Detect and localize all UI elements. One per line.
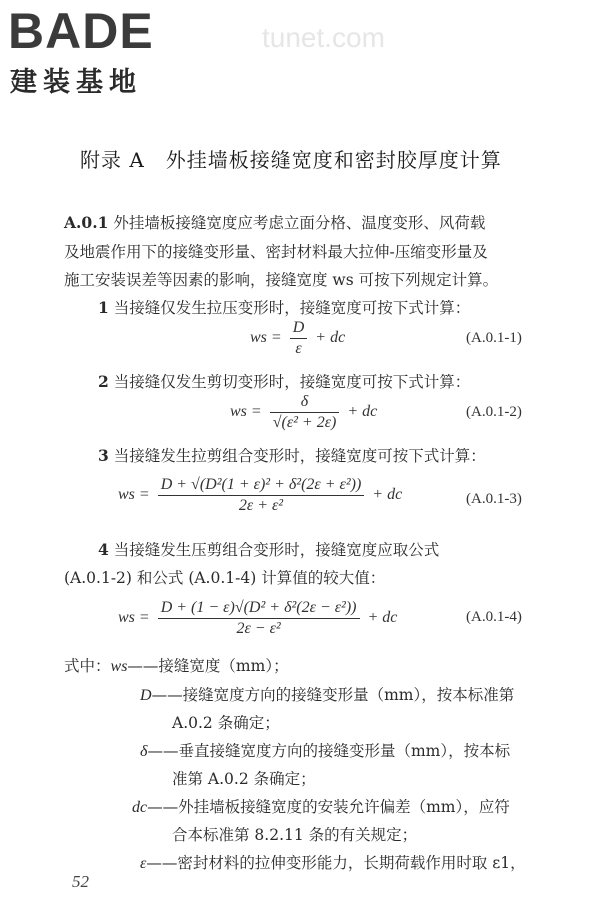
- def-ws: 式中：ws——接缝宽度（mm）；: [64, 657, 289, 675]
- brand-subtitle: 建装基地: [10, 67, 142, 98]
- def-epsilon: ε——密封材料的拉伸变形能力，长期荷载作用时取 ε1，: [140, 854, 526, 872]
- intro-line-3: 施工安装误差等因素的影响，接缝宽度 ws 可按下列规定计算。: [64, 271, 499, 289]
- formula-3: ws = $\frac{\text{D + √(D²(1 + ε)² + δ²(2ε + ε²))}}{\text{2ε + ε²}}$ + dc: [118, 476, 403, 514]
- def-D-line-2: A.0.2 条确定；: [172, 714, 280, 732]
- formula-1: ws = $\frac{D}{\varepsilon}$ + dc: [250, 319, 346, 357]
- page-title: 附录 A 外挂墙板接缝宽度和密封胶厚度计算: [80, 148, 502, 172]
- watermark: tunet.com: [262, 22, 385, 53]
- def-delta: δ——垂直接缝宽度方向的接缝变形量（mm），按本标: [140, 742, 511, 760]
- item-2: 2 当接缝仅发生剪切变形时，接缝宽度可按下式计算：: [98, 372, 471, 391]
- formula-2: ws = $\frac{\delta}{\text{√(ε² + 2ε)}}$ + dc: [230, 393, 378, 431]
- def-D: D——接缝宽度方向的接缝变形量（mm），按本标准第: [140, 686, 515, 704]
- def-dc: dc——外挂墙板接缝宽度的安装允许偏差（mm），应符: [132, 798, 510, 816]
- def-delta-line-2: 准第 A.0.2 条确定；: [172, 770, 316, 788]
- brand-logo: [8, 2, 173, 58]
- eqno-3: (A.0.1-3): [466, 491, 522, 507]
- item-1: 1 当接缝仅发生拉压变形时，接缝宽度可按下式计算：: [98, 298, 471, 317]
- eqno-1: (A.0.1-1): [466, 330, 522, 346]
- intro-line-1: A.0.1 外挂墙板接缝宽度应考虑立面分格、温度变形、风荷载: [64, 213, 486, 232]
- eqno-4: (A.0.1-4): [466, 609, 522, 625]
- intro-line-2: 及地震作用下的接缝变形量、密封材料最大拉伸-压缩变形量及: [64, 243, 488, 261]
- clause-label: A.0.1: [64, 213, 109, 232]
- item-4: 4 当接缝发生压剪组合变形时，接缝宽度应取公式: [98, 540, 440, 559]
- item-4-line-2: (A.0.1-2) 和公式 (A.0.1-4) 计算值的较大值：: [64, 569, 386, 587]
- brand-logo-text: BADE: [8, 3, 154, 59]
- page-number: 52: [72, 872, 89, 891]
- def-dc-line-2: 合本标准第 8.2.11 条的有关规定；: [172, 826, 418, 844]
- eqno-2: (A.0.1-2): [466, 404, 522, 420]
- item-3: 3 当接缝发生拉剪组合变形时，接缝宽度可按下式计算：: [98, 446, 486, 465]
- formula-4: ws = $\frac{\text{D + (1 − ε)√(D² + δ²(2ε − ε²))}}{\text{2ε − ε²}}$ + dc: [118, 599, 398, 637]
